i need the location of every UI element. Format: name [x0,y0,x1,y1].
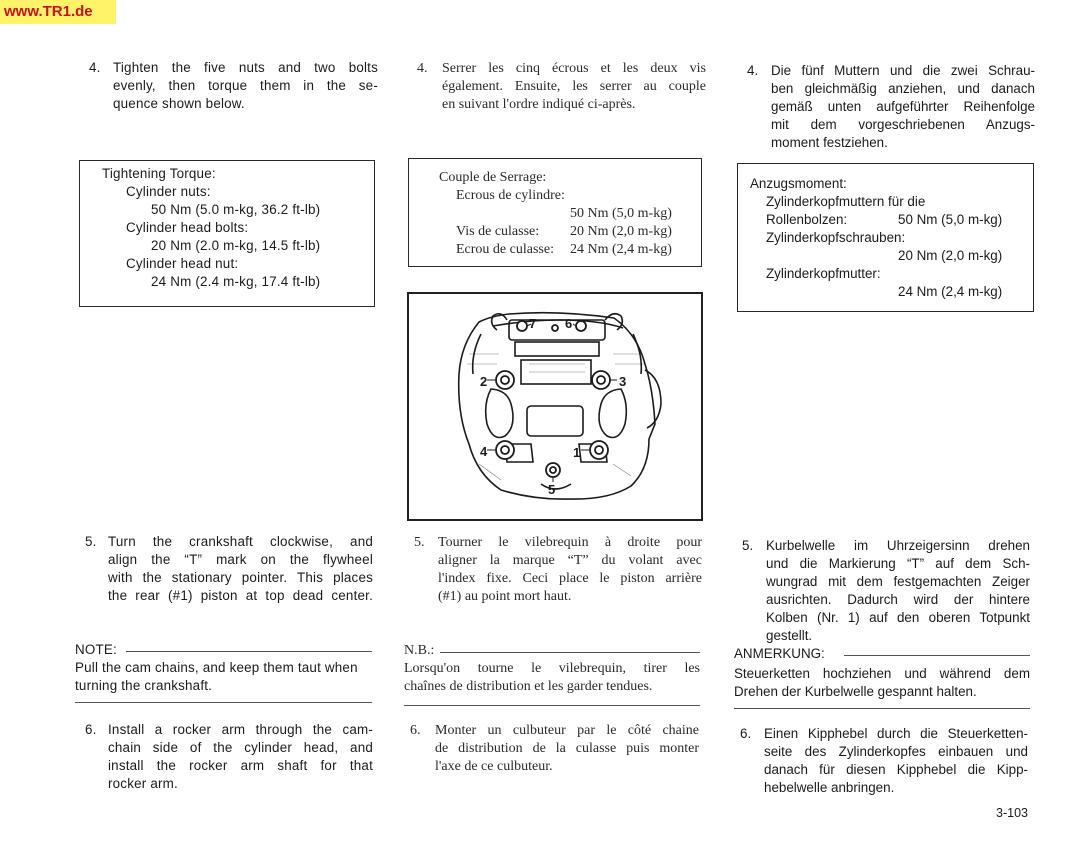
torque-value: 20 Nm (2.0 m-kg, 14.5 ft-lb) [151,238,321,253]
note-end-rule [75,702,372,703]
torque-value: 50 Nm (5,0 m-kg) [570,206,672,221]
torque-line: Zylinderkopfmutter: [766,266,881,281]
sequence-label-5: 5 [548,482,556,497]
sequence-label-1: 1 [573,445,581,460]
step-text-line: l'axe de ce culbuteur. [435,759,553,774]
torque-line: Cylinder head bolts: [126,220,249,235]
step-number: 6. [410,723,421,738]
step-text-line: evenly, then torque them in the se- [113,78,378,93]
step-text-line: with the stationary pointer. This places [108,570,373,585]
step-text-line: de distribution de la culasse puis monter [435,741,699,756]
torque-spec-box [79,160,375,307]
step-text-line: wungrad mit dem festgemachten Zeiger [766,574,1030,589]
page-number: 3-103 [996,806,1028,820]
torque-title: Couple de Serrage: [439,170,547,185]
sequence-label-2: 2 [480,374,488,389]
step-number: 4. [89,60,101,75]
step-number: 5. [742,538,754,553]
step-number: 6. [740,726,752,741]
sequence-label-6: 6 [565,316,573,331]
torque-value: 20 Nm (2,0 m-kg) [570,224,672,239]
step-text-line: seite des Zylinderkopfes einbauen und [764,744,1028,759]
step-text-line: également. Ensuite, les serrer au couple [442,79,706,94]
note-text-line: chaînes de distribution et les garder tendues. [404,679,653,694]
step-text-line: gemäß unten aufgeführter Reihenfolge [771,99,1035,114]
step-text-line: mit dem vorgeschriebenen Anzugs- [771,117,1035,132]
torque-line: Rollenbolzen: [766,212,848,227]
step-text-line: und die Markierung “T” auf dem Sch- [766,556,1030,571]
step-text-line: gestellt. [766,628,813,643]
cylinder-head-figure [407,292,703,521]
cylinder-head-diagram [409,294,701,519]
step-text-line: rocker arm. [108,776,178,791]
torque-title: Tightening Torque: [102,166,216,181]
sequence-label-4: 4 [480,444,488,459]
torque-line: Ecrous de cylindre: [456,188,565,203]
step-text-line: Kolben (Nr. 1) auf den oberen Totpunkt [766,610,1030,625]
torque-value: 50 Nm (5,0 m-kg) [898,212,1003,227]
step-text-line: Monter un culbuteur par le côté chaine [435,723,699,738]
sequence-label-7: 7 [529,316,537,331]
step-text-line: aligner la marque “T” du volant avec [438,553,702,568]
torque-title: Anzugsmoment: [750,176,847,191]
sequence-label-3: 3 [619,374,627,389]
note-text-line: Pull the cam chains, and keep them taut when [75,660,358,675]
note-label: NOTE: [75,642,117,657]
step-text-line: ben gleichmäßig anziehen, und danach [771,81,1035,96]
torque-line: Cylinder head nut: [126,256,239,271]
torque-line: Zylinderkopfmuttern für die [766,194,926,209]
note-end-rule [404,705,700,706]
step-text-line: (#1) au point mort haut. [438,589,572,604]
torque-line: Vis de culasse: [456,224,540,239]
torque-value: 20 Nm (2,0 m-kg) [898,248,1003,263]
step-text-line: Install a rocker arm through the cam- [108,722,373,737]
note-label: N.B.: [404,643,435,658]
step-text-line: en suivant l'ordre indiqué ci-après. [442,97,636,112]
step-number: 5. [414,535,425,550]
step-text-line: moment festziehen. [771,135,888,150]
note-rule [126,651,372,652]
note-rule [844,655,1030,656]
step-number: 4. [417,61,428,76]
step-number: 5. [85,534,97,549]
step-text-line: Tighten the five nuts and two bolts [113,60,378,75]
site-watermark: www.TR1.de [0,0,116,24]
note-text-line: Lorsqu'on tourne le vilebrequin, tirer les [404,661,700,676]
step-text-line: quence shown below. [113,96,245,111]
note-rule [440,652,700,653]
step-text-line: hebelwelle anbringen. [764,780,895,795]
note-text-line: Steuerketten hochziehen und während dem [734,666,1030,681]
torque-value: 24 Nm (2.4 m-kg, 17.4 ft-lb) [151,274,321,289]
step-text-line: Die fünf Muttern und die zwei Schrau- [771,63,1035,78]
step-text-line: Kurbelwelle im Uhrzeigersinn drehen [766,538,1030,553]
step-text-line: Serrer les cinq écrous et les deux vis [442,61,706,76]
step-text-line: Turn the crankshaft clockwise, and [108,534,373,549]
step-text-line: Tourner le vilebrequin à droite pour [438,535,702,550]
note-end-rule [734,708,1030,709]
step-text-line: the rear (#1) piston at top dead center. [108,588,373,603]
step-text-line: Einen Kipphebel durch die Steuerketten- [764,726,1028,741]
step-text-line: chain side of the cylinder head, and [108,740,373,755]
note-text-line: Drehen der Kurbelwelle gespannt halten. [734,684,977,699]
torque-value: 50 Nm (5.0 m-kg, 36.2 ft-lb) [151,202,321,217]
step-number: 6. [85,722,97,737]
torque-value: 24 Nm (2,4 m-kg) [570,242,672,257]
note-text-line: turning the crankshaft. [75,678,213,693]
step-text-line: l'index fixe. Ceci place le piston arrière [438,571,702,586]
torque-spec-box [737,163,1034,312]
torque-line: Zylinderkopfschrauben: [766,230,906,245]
torque-line: Cylinder nuts: [126,184,211,199]
step-text-line: danach für diesen Kipphebel die Kipp- [764,762,1028,777]
torque-value: 24 Nm (2,4 m-kg) [898,284,1003,299]
torque-spec-box [408,158,702,267]
step-number: 4. [747,63,759,78]
step-text-line: align the “T” mark on the flywheel [108,552,373,567]
torque-line: Ecrou de culasse: [456,242,554,257]
step-text-line: ausrichten. Dadurch wird der hintere [766,592,1030,607]
step-text-line: install the rocker arm shaft for that [108,758,373,773]
note-label: ANMERKUNG: [734,646,825,661]
